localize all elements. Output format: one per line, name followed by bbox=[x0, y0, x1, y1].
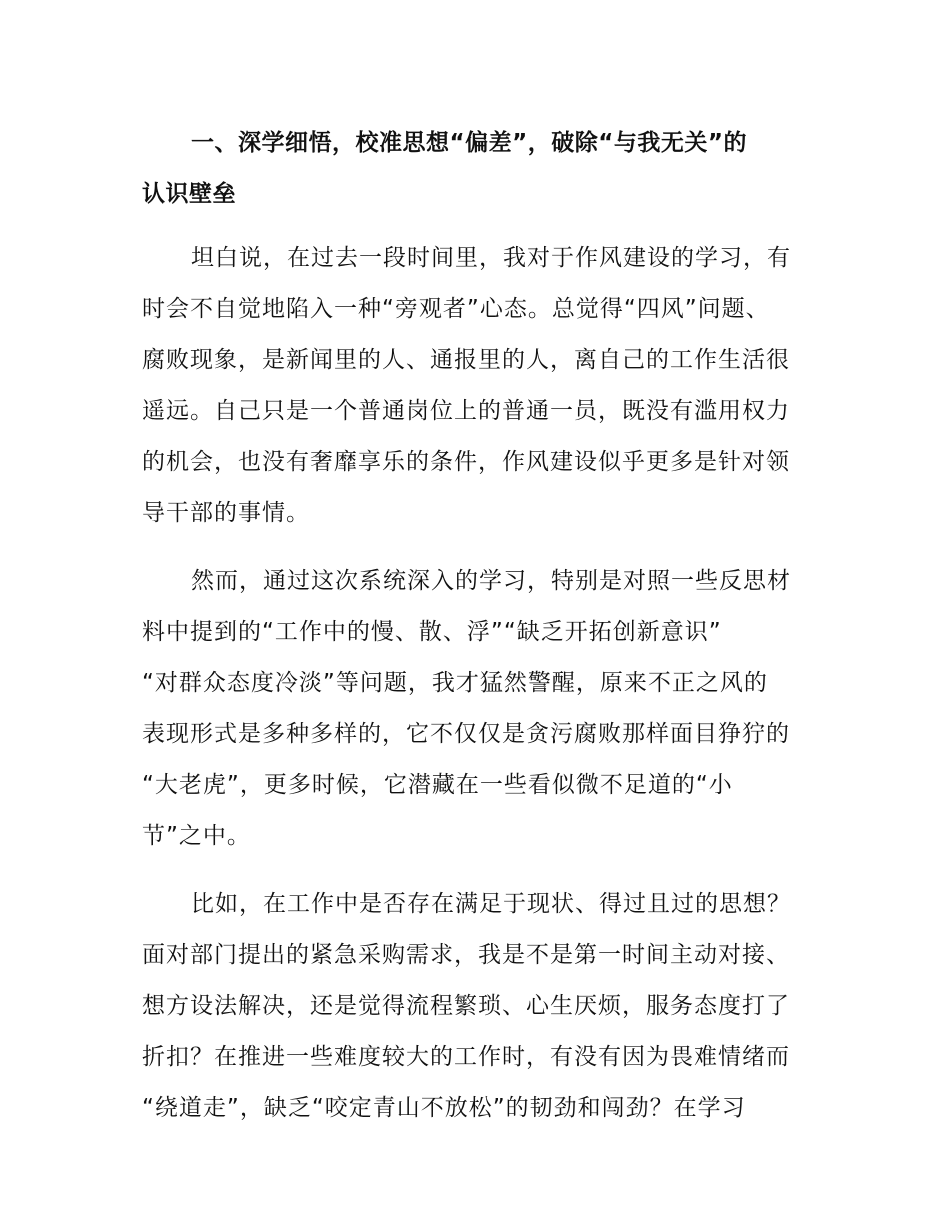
paragraph-1-line-5: 的机会，也没有奢靡享乐的条件，作风建设似乎更多是针对领 bbox=[142, 449, 790, 475]
paragraph-2-line-5: “大老虎”，更多时候，它潜藏在一些看似微不足道的“小 bbox=[142, 772, 733, 798]
paragraph-1-line-1: 坦白说，在过去一段时间里，我对于作风建设的学习，有 bbox=[191, 245, 791, 271]
paragraph-2-line-6: 节”之中。 bbox=[142, 823, 251, 849]
section-heading-line-2: 认识壁垒 bbox=[142, 181, 236, 207]
paragraph-2-line-1: 然而，通过这次系统深入的学习，特别是对照一些反思材 bbox=[191, 568, 791, 594]
section-heading-line-1: 一、深学细悟，校准思想“偏差”，破除“与我无关”的 bbox=[191, 130, 747, 156]
paragraph-3-line-1: 比如，在工作中是否存在满足于现状、得过且过的思想？ bbox=[191, 891, 791, 917]
paragraph-1-line-2: 时会不自觉地陷入一种“旁观者”心态。总觉得“四风”问题、 bbox=[142, 296, 770, 322]
paragraph-1-line-6: 导干部的事情。 bbox=[142, 500, 310, 526]
paragraph-3-line-3: 想方设法解决，还是觉得流程繁琐、心生厌烦，服务态度打了 bbox=[142, 993, 790, 1019]
paragraph-3-line-5: “绕道走”，缺乏“咬定青山不放松”的韧劲和闯劲？在学习 bbox=[142, 1095, 746, 1121]
paragraph-2-line-4: 表现形式是多种多样的，它不仅仅是贪污腐败那样面目狰狞的 bbox=[142, 721, 790, 747]
paragraph-1-line-3: 腐败现象，是新闻里的人、通报里的人，离自己的工作生活很 bbox=[142, 347, 790, 373]
paragraph-1-line-4: 遥远。自己只是一个普通岗位上的普通一员，既没有滥用权力 bbox=[142, 398, 790, 424]
paragraph-3-line-2: 面对部门提出的紧急采购需求，我是不是第一时间主动对接、 bbox=[142, 942, 790, 968]
paragraph-2-line-3: “对群众态度冷淡”等问题，我才猛然警醒，原来不正之风的 bbox=[142, 670, 768, 696]
paragraph-3-line-4: 折扣？在推进一些难度较大的工作时，有没有因为畏难情绪而 bbox=[142, 1044, 790, 1070]
paragraph-2-line-2: 料中提到的“工作中的慢、散、浮”“缺乏开拓创新意识” bbox=[142, 619, 722, 645]
